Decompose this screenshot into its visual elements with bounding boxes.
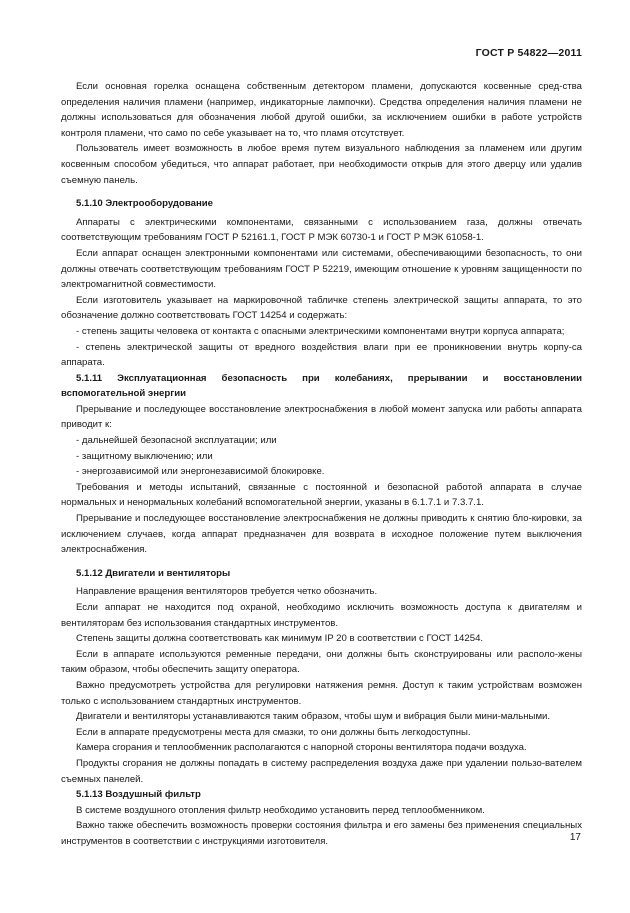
paragraph: Двигатели и вентиляторы устанавливаются таким образом, чтобы шум и вибрация были мини-мальными. — [76, 711, 551, 723]
paragraph: Продукты сгорания не должны попадать в систему распределения воздуха даже при удалении пользо-вателем съемных панелей. — [61, 757, 582, 785]
paragraph: Пользователь имеет возможность в любое время путем визуального наблюдения за пламенем или другим косвенным способом убедиться, что аппарат работает, при необходимости открыв для этого дверцу или удалив съемную панель. — [61, 143, 582, 186]
section-heading: 5.1.10 Электрооборудование — [76, 198, 214, 210]
paragraph: Требования и методы испытаний, связанные с постоянной и безопасной работой аппарата в случае нормальных и ненормальных колебаний вспомогательной энергии, указаны в 6.1.7.1 и 7.3.7.1. — [61, 481, 582, 509]
list-item: - степень электрической защиты от вредного воздействия влаги при ее проникновении внутрь корпу-са аппарата. — [61, 341, 582, 369]
paragraph: Направление вращения вентиляторов требуется четко обозначить. — [76, 586, 378, 598]
paragraph: Если изготовитель указывает на маркировочной табличке степень электрической защиты аппарата, то это обозначение должно соответствовать ГОСТ 14254 и содержать: — [61, 294, 582, 322]
paragraph: Если в аппарате используются ременные передачи, они должны быть сконструированы или располо-жены таким образом, чтобы обеспечить защиту оператора. — [61, 648, 582, 676]
paragraph: Если основная горелка оснащена собственным детектором пламени, допускаются косвенные сред-ства определения наличия пламени (например, индикаторные лампочки). Средства определения наличия пламени не должны использоваться для обозначения любой другой ошибки, за исключением ошибки в работе устройств контроля пламени, что само по себе указывает на то, что пламя отсутствует. — [61, 81, 582, 139]
document-header: ГОСТ Р 54822—2011 — [475, 47, 582, 59]
paragraph: В системе воздушного отопления фильтр необходимо установить перед теплообменником. — [76, 804, 485, 816]
paragraph: Аппараты с электрическими компонентами, связанными с использованием газа, должны отвечать соответствующим требованиям ГОСТ Р 52161.1, ГОСТ Р МЭК 60730-1 и ГОСТ Р МЭК 61058-1. — [61, 216, 582, 244]
paragraph: Камера сгорания и теплообменник располагаются с напорной стороны вентилятора подачи воздуха. — [76, 742, 527, 754]
section-heading: 5.1.13 Воздушный фильтр — [76, 789, 201, 801]
list-item: - защитному выключению; или — [76, 450, 213, 462]
paragraph: Степень защиты должна соответствовать как минимум IP 20 в соответствии с ГОСТ 14254. — [76, 633, 484, 645]
paragraph: Важно предусмотреть устройства для регулировки натяжения ремня. Доступ к таким устройствам возможен только с использованием стандартных инструментов. — [61, 679, 582, 707]
list-item: - степень защиты человека от контакта с опасными электрическими компонентами внутри корпуса аппарата; — [76, 325, 565, 337]
section-heading: 5.1.12 Двигатели и вентиляторы — [76, 567, 231, 579]
paragraph: Если в аппарате предусмотрены места для смазки, то они должны быть легкодоступны. — [76, 726, 471, 738]
section-heading: 5.1.11 Эксплуатационная безопасность при колебаниях, прерывании и восстановлении вспомогательной энергии — [61, 372, 582, 400]
list-item: - дальнейшей безопасной эксплуатации; или — [76, 435, 277, 447]
page-number: 17 — [569, 832, 581, 843]
document-body — [61, 79, 582, 850]
paragraph: Если аппарат оснащен электронными компонентами или системами, обеспечивающими безопасность, то они должны отвечать соответствующим требованиям ГОСТ Р 52219, имеющим отношение к уровням защищенности по электромагнитной совместимости. — [61, 247, 582, 291]
list-item: - энергозависимой или энергонезависимой блокировке. — [76, 466, 325, 478]
paragraph: Прерывание и последующее восстановление электроснабжения не должны приводить к снятию бло-кировки, за исключением случаев, когда аппарат предназначен для возврата в исходное положение путем выключения электроснабжения. — [61, 513, 582, 556]
paragraph: Прерывание и последующее восстановление электроснабжения в любой момент запуска или работы аппарата приводит к: — [61, 403, 582, 431]
paragraph: Если аппарат не находится под охраной, необходимо исключить возможность доступа к двигателям и вентиляторам без использования стандартных инструментов. — [61, 602, 582, 629]
paragraph: Важно также обеспечить возможность проверки состояния фильтра и его замены без применения специальных инструментов в соответствии с инструкциями изготовителя. — [61, 820, 582, 847]
